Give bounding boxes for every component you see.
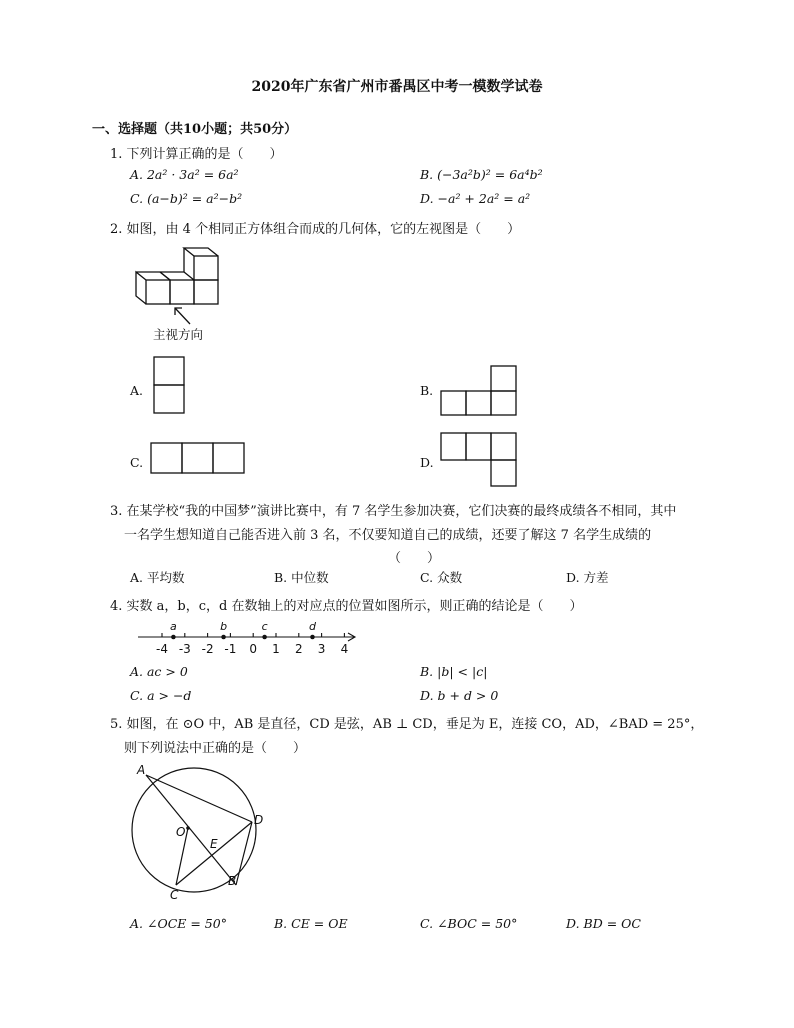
number-line-tick-label: 2 bbox=[294, 642, 303, 656]
center-point-o bbox=[186, 826, 190, 830]
number-line-tick-label: -3 bbox=[178, 642, 191, 656]
option-a-view-figure bbox=[153, 356, 187, 416]
question-2-option-d: D. bbox=[420, 455, 434, 470]
option-d-view-figure bbox=[440, 432, 520, 488]
circle-o bbox=[132, 768, 256, 892]
question-1-option-b: B. (−3a²b)² = 6a⁴b² bbox=[420, 167, 543, 182]
question-1-stem: 1. 下列计算正确的是（ ） bbox=[110, 147, 283, 162]
circle-geometry-figure bbox=[118, 760, 278, 908]
question-4-option-b: B. |b| < |c| bbox=[420, 664, 488, 679]
segment-ad bbox=[146, 775, 252, 822]
question-4-option-c: C. a > −d bbox=[130, 688, 192, 703]
label-point-o: O bbox=[176, 825, 186, 839]
question-2-option-a: A. bbox=[130, 383, 144, 398]
question-1-option-d: D. −a² + 2a² = a² bbox=[420, 191, 531, 206]
view-direction-label: 主视方向 bbox=[153, 327, 204, 342]
option-c-view-figure bbox=[150, 442, 246, 476]
question-5-line-1: 5. 如图，在 ⊙O 中，AB 是直径，CD 是弦，AB ⊥ CD，垂足为 E，连接 CO，AD，∠BAD = 25°， bbox=[110, 717, 704, 732]
section-heading: 一、选择题（共10小题；共50分） bbox=[92, 122, 298, 137]
diameter-ab bbox=[146, 775, 236, 885]
page-title: 2020年广东省广州市番禺区中考一模数学试卷 bbox=[251, 79, 543, 95]
number-line-tick-label: 4 bbox=[340, 642, 349, 656]
segment-bd bbox=[236, 822, 252, 885]
number-line-point-b bbox=[221, 635, 226, 640]
label-point-b: B bbox=[228, 874, 237, 888]
number-line-point-a bbox=[171, 635, 176, 640]
question-3-option-a: A. 平均数 bbox=[130, 570, 185, 585]
question-1-option-a: A. 2a² · 3a² = 6a² bbox=[130, 167, 239, 182]
question-2-stem: 2. 如图，由 4 个相同正方体组合而成的几何体，它的左视图是（ ） bbox=[110, 222, 521, 237]
number-line-point-label-c: c bbox=[261, 620, 268, 633]
question-3-line-1: 3. 在某学校“我的中国梦”演讲比赛中，有 7 名学生参加决赛，它们决赛的最终成绩各不相同，其中 bbox=[110, 504, 677, 519]
label-point-d: D bbox=[254, 813, 264, 827]
number-line-tick-label: -4 bbox=[156, 642, 168, 656]
number-line-point-label-d: d bbox=[308, 620, 316, 633]
question-3-option-b: B. 中位数 bbox=[274, 570, 329, 585]
question-3-line-2: 一名学生想知道自己能否进入前 3 名，不仅要知道自己的成绩，还要了解这 7 名学生成绩的 bbox=[124, 528, 652, 543]
question-5-option-d: D. BD = OC bbox=[566, 916, 641, 931]
number-line-point-label-b: b bbox=[220, 620, 228, 633]
label-point-e: E bbox=[210, 837, 218, 851]
question-5-option-a: A. ∠OCE = 50° bbox=[130, 916, 227, 931]
question-4-option-a: A. ac > 0 bbox=[130, 664, 188, 679]
number-line-tick-label: 3 bbox=[317, 642, 326, 656]
question-5-line-2: 则下列说法中正确的是（ ） bbox=[124, 741, 307, 756]
question-5-option-b: B. CE = OE bbox=[274, 916, 348, 931]
question-5-option-c: C. ∠BOC = 50° bbox=[420, 916, 518, 931]
question-2-option-b: B. bbox=[420, 383, 434, 398]
question-3-answer-paren: （ ） bbox=[388, 551, 441, 566]
number-line-point-label-a: a bbox=[170, 620, 177, 633]
question-4-stem: 4. 实数 a，b，c，d 在数轴上的对应点的位置如图所示，则正确的结论是（ ） bbox=[110, 599, 583, 614]
question-3-option-c: C. 众数 bbox=[420, 570, 463, 585]
number-line-tick-label: -1 bbox=[224, 642, 237, 656]
label-point-c: C bbox=[170, 888, 179, 902]
number-line-point-d bbox=[310, 635, 315, 640]
question-3-option-d: D. 方差 bbox=[566, 570, 609, 585]
question-4-option-d: D. b + d > 0 bbox=[420, 688, 499, 703]
number-line-figure bbox=[136, 616, 364, 658]
question-2-option-c: C. bbox=[130, 455, 144, 470]
number-line-tick-label: 0 bbox=[249, 642, 258, 656]
number-line-tick-label: 1 bbox=[272, 642, 280, 656]
view-direction-arrow bbox=[175, 308, 190, 324]
label-point-a: A bbox=[137, 763, 146, 777]
number-line-tick-label: -2 bbox=[201, 642, 214, 656]
option-b-view-figure bbox=[440, 365, 520, 417]
question-1-option-c: C. (a−b)² = a²−b² bbox=[130, 191, 243, 206]
number-line-point-c bbox=[262, 635, 267, 640]
